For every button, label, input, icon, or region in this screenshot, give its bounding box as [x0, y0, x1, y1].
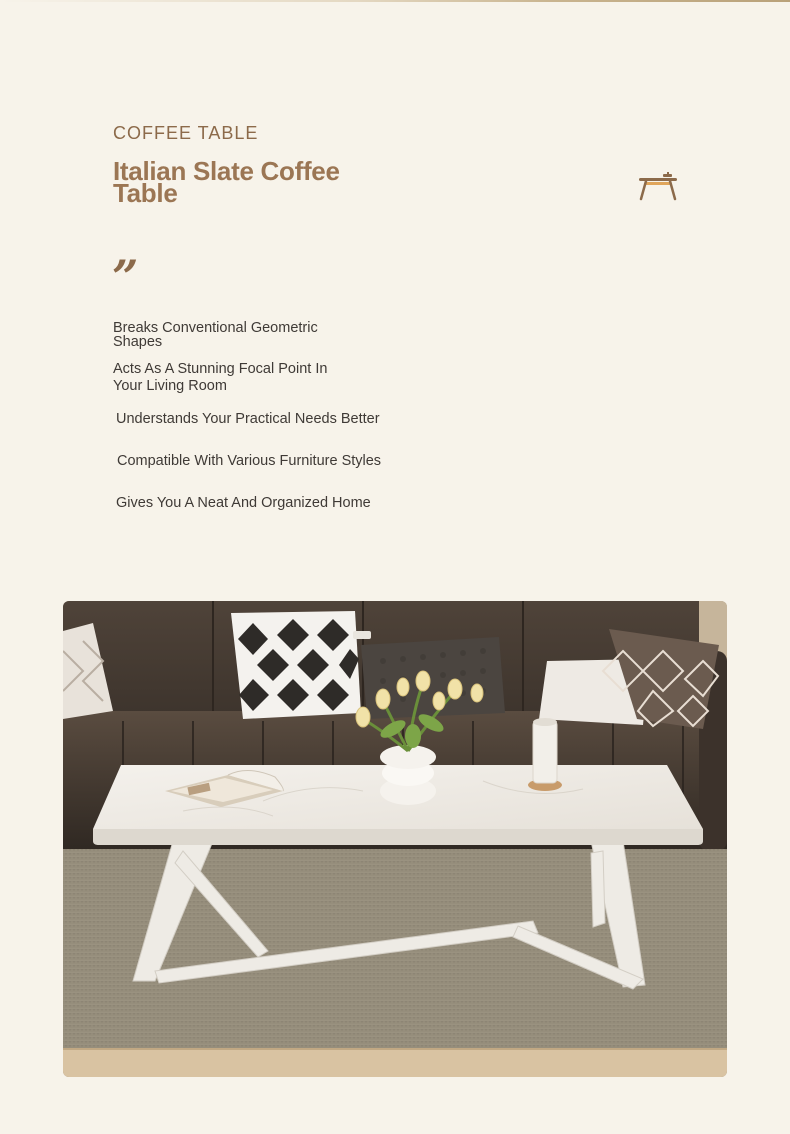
feature-item: Compatible With Various Furniture Styles: [117, 453, 382, 469]
feature-item: Acts As A Stunning Focal Point In Your Living Room: [113, 361, 328, 394]
top-border: [0, 0, 790, 2]
feature-item: Understands Your Practical Needs Better: [116, 411, 380, 427]
product-photo: [63, 601, 727, 1077]
quote-icon: ”: [112, 250, 139, 304]
category-label: COFFEE TABLE: [113, 123, 259, 143]
product-title: Italian Slate Coffee Table: [113, 156, 340, 208]
feature-item: Gives You A Neat And Organized Home: [116, 495, 371, 511]
coffee-table-icon: [637, 172, 679, 202]
feature-item: Breaks Conventional Geometric Shapes: [113, 320, 318, 350]
